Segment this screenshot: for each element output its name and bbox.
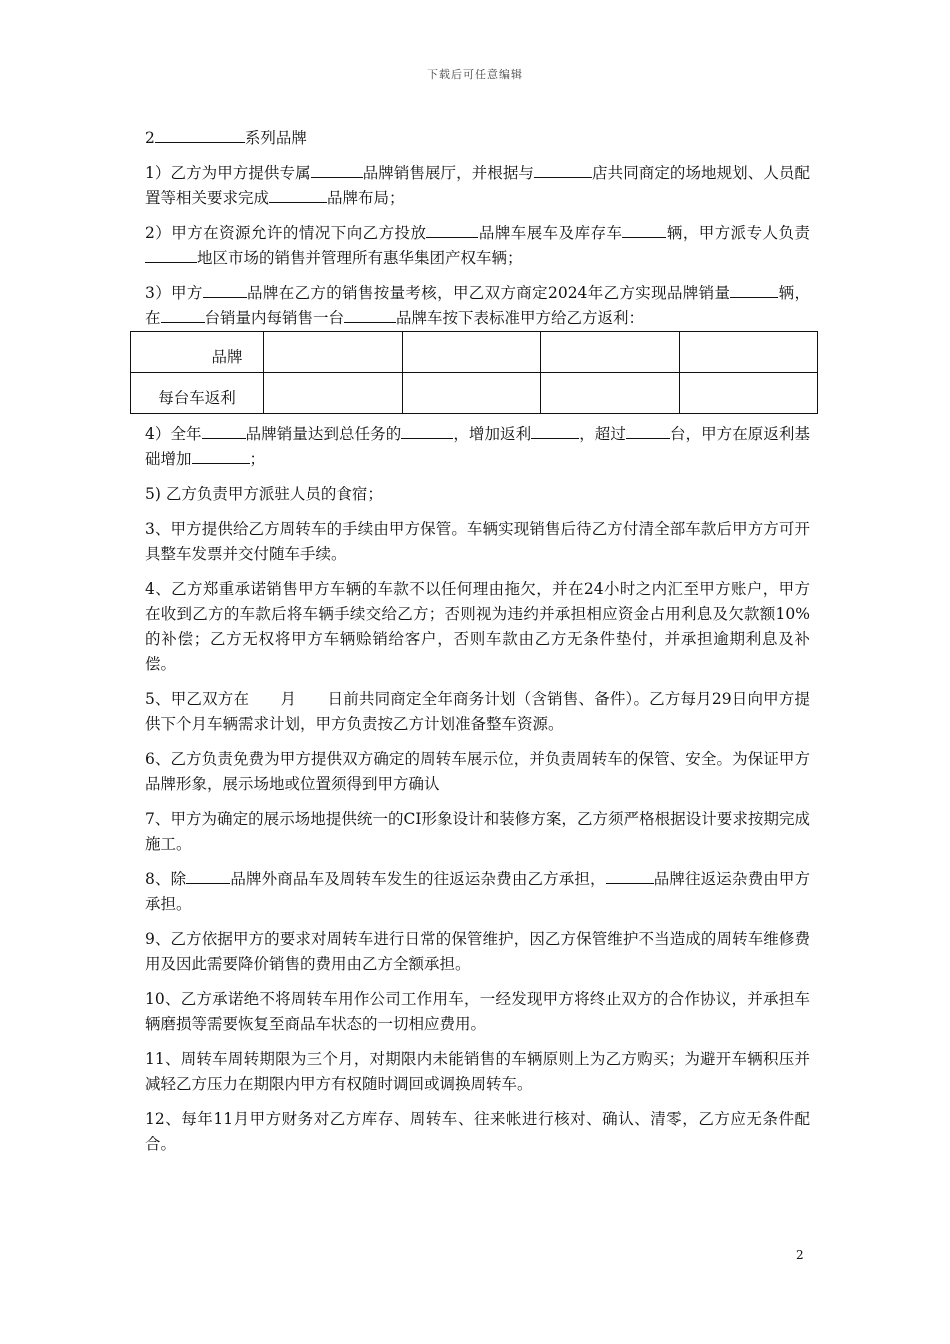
table-cell[interactable] — [402, 332, 541, 373]
blank-field[interactable] — [186, 869, 230, 884]
clause-3: 3、甲方提供给乙方周转车的手续由甲方保管。车辆实现销售后待乙方付清全部车款后甲方方可开具整车发票并交付随车手续。 — [145, 520, 810, 563]
item-3: 3）甲方 品牌在乙方的销售按量考核，甲乙双方商定2024年乙方实现品牌销量 辆，在 台销量内每销售一台 品牌车按下表标准甲方给乙方返利： — [145, 284, 810, 327]
section-title: 系列品牌 — [244, 129, 307, 147]
blank-field[interactable] — [606, 869, 654, 884]
clause-8: 8、除 品牌外商品车及周转车发生的往返运杂费由乙方承担， 品牌往返运杂费由甲方承担。 — [145, 870, 810, 913]
header-note: 下载后可任意编辑 — [427, 68, 523, 81]
blank-field[interactable] — [426, 223, 478, 238]
blank-field[interactable] — [202, 424, 246, 439]
blank-field[interactable] — [626, 424, 670, 439]
clause-10: 10、乙方承诺绝不将周转车用作公司工作用车，一经发现甲方将终止双方的合作协议，并承担车辆磨损等需要恢复至商品车状态的一切相应费用。 — [145, 990, 810, 1033]
table-row — [131, 332, 818, 373]
blank-field[interactable] — [534, 163, 592, 178]
section-number: 2 — [145, 129, 155, 147]
table-cell[interactable] — [402, 373, 541, 414]
blank-field[interactable] — [401, 424, 453, 439]
clause-6: 6、乙方负责免费为甲方提供双方确定的周转车展示位，并负责周转车的保管、安全。为保证甲方品牌形象，展示场地或位置须得到甲方确认 — [145, 750, 810, 793]
table-cell[interactable] — [264, 373, 403, 414]
table-cell[interactable] — [541, 373, 680, 414]
page-number: 2 — [796, 1248, 804, 1262]
table-cell-label: 品牌 — [131, 332, 264, 373]
table-cell-label: 每台车返利 — [131, 373, 264, 414]
blank-field[interactable] — [344, 308, 396, 323]
table-cell[interactable] — [264, 332, 403, 373]
item-5: 5) 乙方负责甲方派驻人员的食宿； — [145, 485, 383, 503]
blank-field[interactable] — [269, 188, 327, 203]
table-row — [131, 373, 818, 414]
table-cell[interactable] — [541, 332, 680, 373]
item-1: 1）乙方为甲方提供专属 品牌销售展厅，并根据与 店共同商定的场地规划、人员配置等相关要求完成 品牌布局； — [145, 164, 810, 207]
clause-7: 7、甲方为确定的展示场地提供统一的CI形象设计和装修方案，乙方须严格根据设计要求按期完成施工。 — [145, 810, 810, 853]
blank-field[interactable] — [622, 223, 666, 238]
clause-5: 5、甲乙双方在 月 日前共同商定全年商务计划（含销售、备件）。乙方每月29日向甲方提供下个月车辆需求计划，甲方负责按乙方计划准备整车资源。 — [145, 690, 810, 733]
blank-field[interactable] — [161, 308, 205, 323]
section-2-heading — [145, 126, 810, 151]
blank-field[interactable] — [155, 128, 245, 143]
clause-11: 11、周转车周转期限为三个月，对期限内未能销售的车辆原则上为乙方购买；为避开车辆积压并减轻乙方压力在期限内甲方有权随时调回或调换周转车。 — [145, 1050, 810, 1093]
blank-field[interactable] — [145, 248, 197, 263]
clause-12: 12、每年11月甲方财务对乙方库存、周转车、往来帐进行核对、确认、清零，乙方应无条件配合。 — [145, 1110, 810, 1153]
clause-9: 9、乙方依据甲方的要求对周转车进行日常的保管维护，因乙方保管维护不当造成的周转车维修费用及因此需要降价销售的费用由乙方全额承担。 — [145, 930, 810, 973]
blank-field[interactable] — [531, 424, 579, 439]
blank-field[interactable] — [311, 163, 363, 178]
blank-field[interactable] — [192, 449, 250, 464]
item-2: 2）甲方在资源允许的情况下向乙方投放 品牌车展车及库存车 辆，甲方派专人负责地区市场的销售并管理所有惠华集团产权车辆； — [145, 224, 810, 267]
item-4: 4）全年 品牌销量达到总任务的 ，增加返利 ，超过 台，甲方在原返利基础增加 ； — [145, 425, 810, 468]
clause-4: 4、乙方郑重承诺销售甲方车辆的车款不以任何理由拖欠，并在24小时之内汇至甲方账户，甲方在收到乙方的车款后将车辆手续交给乙方；否则视为违约并承担相应资金占用利息及欠款额10%的补偿；乙方无权将甲方车辆赊销给客户，否则车款由乙方无条件垫付，并承担逾期利息及补偿。 — [145, 580, 810, 673]
table-cell[interactable] — [679, 332, 818, 373]
blank-field[interactable] — [203, 283, 247, 298]
table-cell[interactable] — [679, 373, 818, 414]
document-body — [145, 126, 810, 1167]
blank-field[interactable] — [730, 283, 778, 298]
rebate-table — [130, 331, 818, 414]
